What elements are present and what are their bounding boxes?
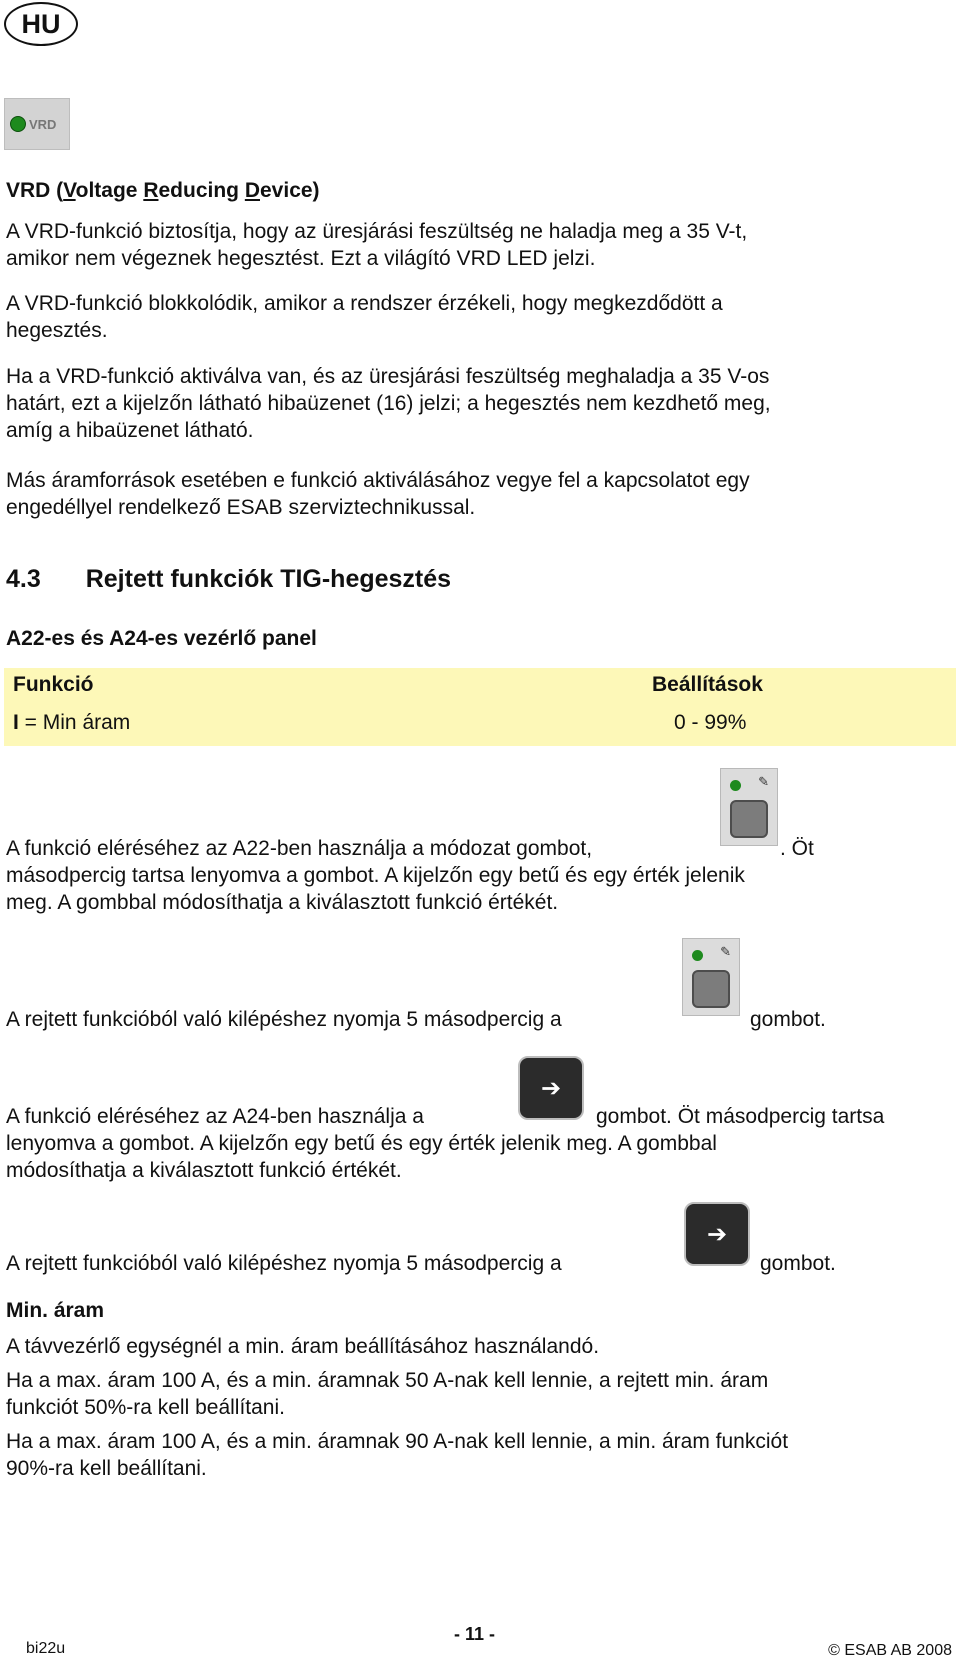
- section-number: 4.3: [6, 565, 41, 593]
- title-letter-v: V: [63, 179, 76, 202]
- table-header-settings: Beállítások: [652, 673, 763, 696]
- title-part: evice): [260, 179, 320, 202]
- vrd-indicator-label: VRD: [29, 116, 57, 132]
- a22-exit-text-a: A rejtett funkcióból való kilépéshez nyomja 5 másodpercig a: [6, 1008, 562, 1031]
- a22-exit-button: [682, 938, 740, 1016]
- led-icon: [692, 950, 703, 961]
- vrd-paragraph-3-line-1: Ha a VRD-funkció aktiválva van, és az üresjárási feszültség meghaladja a 35 V-os: [6, 365, 770, 388]
- min-current-p1: A távvezérlő egységnél a min. áram beállításához használandó.: [6, 1335, 600, 1358]
- torch-icon: ✎: [758, 774, 769, 789]
- a24-arrow-button: [518, 1056, 584, 1120]
- button-square-icon: [692, 970, 730, 1008]
- table-cell-function: = Min áram: [18, 711, 131, 734]
- min-current-p3-line-1: Ha a max. áram 100 A, és a min. áramnak 90 A-nak kell lennie, a min. áram funkciót: [6, 1430, 789, 1453]
- section-title: Rejtett funkciók TIG-hegesztés: [85, 565, 452, 593]
- a24-line-3: módosíthatja a kiválasztott funkció értékét.: [6, 1159, 402, 1182]
- a24-exit-arrow-button: [684, 1202, 750, 1266]
- a22-mode-button: [720, 768, 778, 846]
- panel-subtitle: A22-es és A24-es vezérlő panel: [6, 627, 317, 650]
- button-square-icon: [730, 800, 768, 838]
- table-row: [13, 711, 130, 735]
- copyright: © ESAB AB 2008: [828, 1642, 952, 1659]
- vrd-indicator: [4, 98, 70, 150]
- vrd-paragraph-4-line-1: Más áramforrások esetében e funkció aktiválásához vegye fel a kapcsolatot egy: [6, 469, 750, 492]
- a22-line-1b: . Öt: [780, 837, 814, 860]
- vrd-paragraph-2-line-2: hegesztés.: [6, 319, 108, 342]
- section-heading: [6, 566, 451, 593]
- a24-exit-text-a: A rejtett funkcióból való kilépéshez nyomja 5 másodpercig a: [6, 1252, 562, 1275]
- a24-line-1b: gombot. Öt másodpercig tartsa: [596, 1105, 885, 1128]
- vrd-led-icon: [10, 116, 26, 132]
- a22-exit-text-b: gombot.: [750, 1008, 826, 1031]
- title-letter-d: D: [244, 179, 260, 202]
- torch-icon: ✎: [720, 944, 731, 959]
- vrd-paragraph-3-line-3: amíg a hibaüzenet látható.: [6, 419, 254, 442]
- vrd-paragraph-1-line-1: A VRD-funkció biztosítja, hogy az üresjárási feszültség ne haladja meg a 35 V-t,: [6, 220, 748, 243]
- min-current-p2-line-1: Ha a max. áram 100 A, és a min. áramnak 50 A-nak kell lennie, a rejtett min. áram: [6, 1369, 769, 1392]
- title-part: VRD (: [6, 179, 64, 202]
- min-current-title: Min. áram: [6, 1299, 105, 1322]
- vrd-paragraph-3-line-2: határt, ezt a kijelzőn látható hibaüzenet (16) jelzi; a hegesztés nem kezdhető meg,: [6, 392, 771, 415]
- title-letter-r: R: [143, 179, 159, 202]
- vrd-paragraph-2-line-1: A VRD-funkció blokkolódik, amikor a rendszer érzékeli, hogy megkezdődött a: [6, 292, 723, 315]
- a24-line-1a: A funkció eléréséhez az A24-ben használja a: [6, 1105, 424, 1128]
- page-number: - 11 -: [454, 1624, 496, 1644]
- a22-line-3: meg. A gombbal módosíthatja a kiválasztott funkció értékét.: [6, 891, 559, 914]
- min-current-p2-line-2: funkciót 50%-ra kell beállítani.: [6, 1396, 285, 1419]
- title-part: oltage: [75, 179, 144, 202]
- vrd-paragraph-1-line-2: amikor nem végeznek hegesztést. Ezt a világító VRD LED jelzi.: [6, 247, 596, 270]
- function-table: [4, 668, 956, 746]
- table-cell-value: 0 - 99%: [674, 711, 747, 734]
- vrd-title: [6, 177, 320, 204]
- min-current-p3-line-2: 90%-ra kell beállítani.: [6, 1457, 207, 1480]
- arrow-right-icon: ➔: [706, 1220, 728, 1248]
- title-part: educing: [158, 179, 245, 202]
- table-header-function: Funkció: [13, 673, 94, 696]
- a22-line-2: másodpercig tartsa lenyomva a gombot. A kijelzőn egy betű és egy érték jelenik: [6, 864, 745, 887]
- vrd-paragraph-4-line-2: engedéllyel rendelkező ESAB szerviztechnikussal.: [6, 496, 476, 519]
- a22-line-1a: A funkció eléréséhez az A22-ben használja a módozat gombot,: [6, 837, 593, 860]
- language-badge: HU: [4, 2, 78, 46]
- a24-line-2: lenyomva a gombot. A kijelzőn egy betű és egy érték jelenik meg. A gombbal: [6, 1132, 717, 1155]
- led-icon: [730, 780, 741, 791]
- table-cell-key: I: [13, 711, 19, 734]
- a24-exit-text-b: gombot.: [760, 1252, 836, 1275]
- doc-code: bi22u: [26, 1640, 66, 1657]
- arrow-right-icon: ➔: [540, 1074, 562, 1102]
